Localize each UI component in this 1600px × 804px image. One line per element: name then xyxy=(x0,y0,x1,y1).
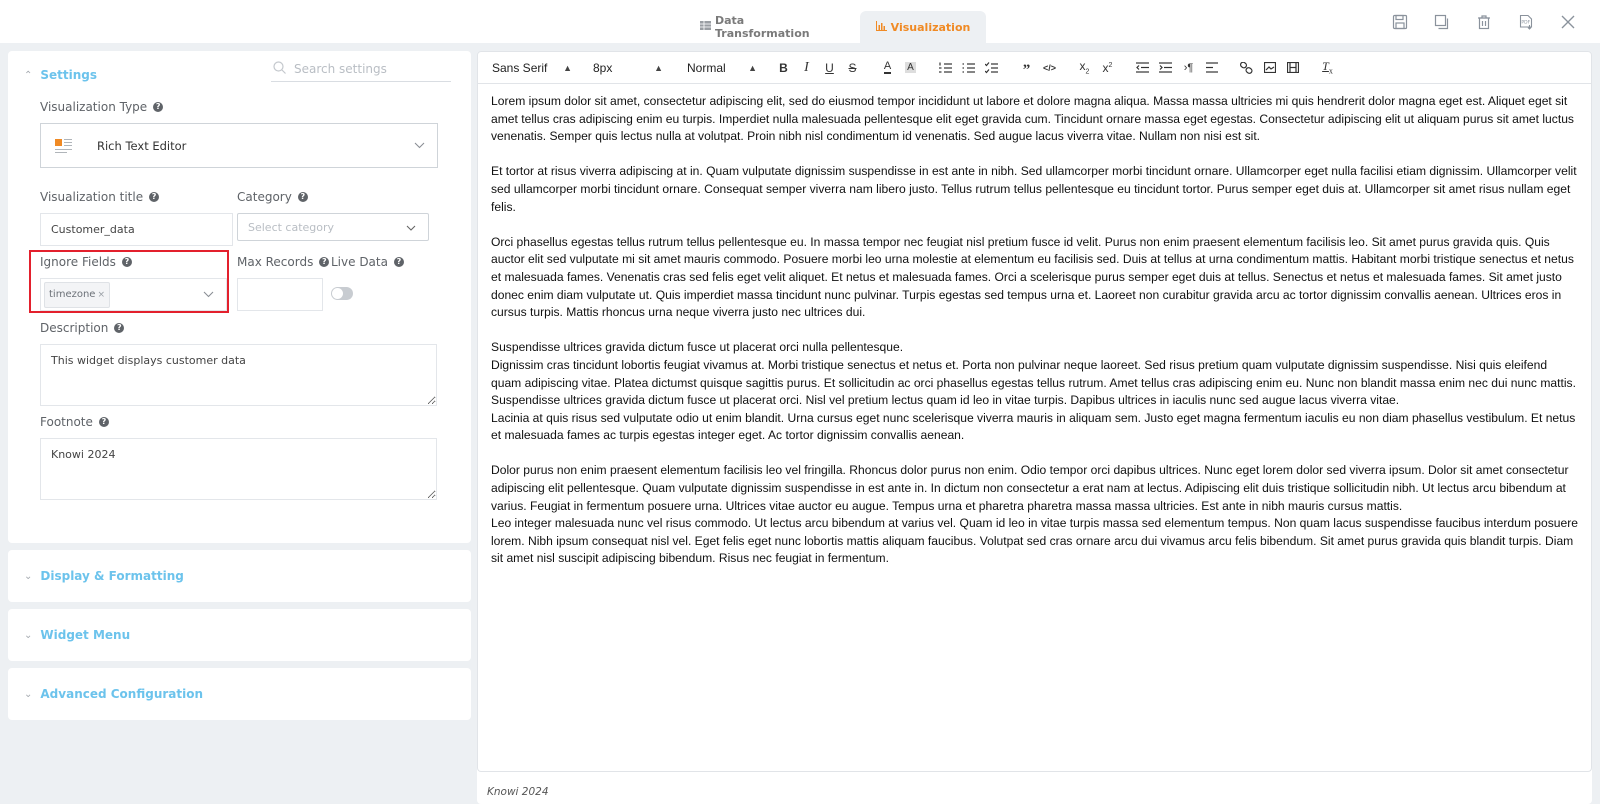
text-color-button[interactable] xyxy=(876,56,899,80)
align-button[interactable] xyxy=(1200,56,1223,80)
help-icon[interactable]: ? xyxy=(114,323,124,333)
quote-icon: ” xyxy=(1022,62,1031,78)
heading-picker[interactable]: Normal ▲︎ xyxy=(687,60,757,75)
delete-button[interactable] xyxy=(1474,12,1494,32)
ignore-fields-select[interactable] xyxy=(40,278,227,311)
search-settings-input[interactable] xyxy=(294,62,434,76)
help-icon[interactable]: ? xyxy=(99,417,109,427)
text-color-icon: A xyxy=(883,60,892,72)
chevron-up-icon: ⌃ xyxy=(24,69,33,81)
pdf-export-button[interactable] xyxy=(1516,12,1536,32)
visualization-title-label: Visualization title ? xyxy=(40,190,159,204)
close-icon xyxy=(1561,15,1575,29)
help-icon[interactable]: ? xyxy=(319,257,329,267)
advanced-configuration-section xyxy=(8,668,471,720)
font-picker[interactable]: Sans Serif ▲︎ xyxy=(492,60,572,75)
help-icon[interactable]: ? xyxy=(153,102,163,112)
ordered-list-icon xyxy=(939,62,952,74)
visualization-type-select[interactable] xyxy=(40,123,438,168)
clear-format-icon: $T_x$ xyxy=(1322,59,1333,76)
paragraph: Leo integer malesuada nunc vel risus commodo. Ut lectus arcu bibendum at varius vel. Quam id leo in vitae turpis massa sed elementum tempus. Non quam lacus suspendisse faucibus interdum posuere lorem. Nibh ipsum consequat nisl vel. Eget felis eget nunc lobortis mattis aliquam faucibus. Volutpat sed cras ornare arcu dui vivamus arcu felis bibendum. Sit amet purus gravida quis blandit turpis. Diam sit amet nisl suscipit adipiscing bibendum. Risus nec feugiat in fermentum. xyxy=(491,516,1578,566)
pdf-export-icon xyxy=(1518,14,1534,30)
size-picker[interactable]: 8px ▲︎ xyxy=(593,60,663,75)
underline-button[interactable] xyxy=(818,56,841,80)
description-label: Description ? xyxy=(40,321,124,335)
clean-formatting-button[interactable] xyxy=(1316,56,1339,80)
tag-timezone: timezone × xyxy=(44,282,110,308)
chevron-down-icon xyxy=(406,221,416,234)
advanced-configuration-header[interactable]: ⌄ Advanced Configuration xyxy=(24,687,204,701)
chevron-down-icon xyxy=(203,288,214,301)
footnote-textarea[interactable] xyxy=(40,438,437,500)
image-button[interactable] xyxy=(1258,56,1281,80)
chevron-down-icon: ⌄ xyxy=(24,688,33,700)
clone-button[interactable] xyxy=(1432,12,1452,32)
superscript-icon: $x^2$ xyxy=(1102,60,1113,75)
chevron-down-icon xyxy=(414,139,425,152)
check-list-button[interactable] xyxy=(980,56,1003,80)
top-actions xyxy=(1390,12,1578,32)
help-icon[interactable]: ? xyxy=(298,192,308,202)
indent-button[interactable] xyxy=(1154,56,1177,80)
close-button[interactable] xyxy=(1558,12,1578,32)
bullet-list-icon xyxy=(962,62,975,74)
subscript-button[interactable] xyxy=(1073,56,1096,80)
text-direction-button[interactable] xyxy=(1177,56,1200,80)
live-data-label: Live Data ? xyxy=(331,255,404,269)
image-icon xyxy=(1264,62,1276,73)
paragraph: Lorem ipsum dolor sit amet, consectetur adipiscing elit, sed do eiusmod tempor incididunt ut labore et dolore magna aliqua. Massa massa ultricies mi quis hendrerit dolor magna eget est. Aliquet eget sit amet tellus cras adipiscing enim eu turpis. Imperdiet nulla malesuada pellentesque elit eget gravida cum. Tincidunt ornare massa eget egestas. Consectetur adipiscing elit ut aliquam purus sit amet luctus venenatis. Semper quis lectus nulla at volutpat. Proin nibh nisl condimentum id venenatis. Sed augue lacus viverra vitae. Nullam non nisi est sit. xyxy=(491,94,1574,144)
outdent-icon xyxy=(1136,62,1149,73)
settings-section xyxy=(8,51,471,543)
search-settings xyxy=(271,56,451,82)
bar-chart-icon xyxy=(876,21,887,34)
trash-icon xyxy=(1476,14,1492,30)
code-icon: </> xyxy=(1042,62,1056,73)
strikethrough-icon: S xyxy=(848,60,857,75)
highlight-color-icon: A xyxy=(907,62,914,73)
top-bar xyxy=(0,0,1600,43)
bold-icon: B xyxy=(779,60,788,75)
text-direction-icon: ›¶ xyxy=(1183,61,1194,74)
paragraph: Dignissim cras tincidunt lobortis feugiat vivamus at. Morbi tristique senectus et netus et. Porta non pulvinar neque laoreet. Sed risus pretium quam vulputate dignissim suspendisse. Nisi quis eleifend quam adipiscing vitae. Platea dictumst quisque sagittis purus. Et sollicitudin ac orci phasellus egestas tellus rutrum. Amet tellus cras adipiscing enim eu. Nunc non blandit massa enim nec dui nunc mattis. Suspendisse ultrices gravida dictum fusce ut placerat orci. Nisl vel pretium lectus quam id leo in vitae turpis. Dapibus ultrices in iaculis nunc sed augue lacus viverra vitae. xyxy=(491,357,1576,408)
background-color-button[interactable] xyxy=(899,56,922,80)
tab-label: Data Transformation xyxy=(715,14,810,40)
updown-arrow-icon: ▲︎ xyxy=(654,62,663,73)
tab-visualization[interactable] xyxy=(860,11,986,43)
subscript-icon: $x_2$ xyxy=(1079,59,1090,76)
save-button[interactable] xyxy=(1390,12,1410,32)
category-select[interactable]: Select category xyxy=(237,213,429,241)
svg-text:PDF: PDF xyxy=(1521,20,1531,26)
updown-arrow-icon: ▲︎ xyxy=(563,62,572,73)
underline-icon: U xyxy=(825,60,834,75)
updown-arrow-icon: ▲︎ xyxy=(748,62,757,73)
strike-button[interactable] xyxy=(841,56,864,80)
settings-section-header[interactable] xyxy=(24,68,97,82)
superscript-button[interactable] xyxy=(1096,56,1119,80)
bold-button[interactable] xyxy=(772,56,795,80)
table-icon xyxy=(700,21,711,33)
search-icon xyxy=(273,59,286,78)
ignore-fields-label: Ignore Fields ? xyxy=(40,255,132,269)
video-button[interactable] xyxy=(1281,56,1304,80)
display-formatting-header[interactable]: ⌄ Display & Formatting xyxy=(24,569,184,583)
visualization-type-value: Rich Text Editor xyxy=(97,138,187,153)
check-list-icon xyxy=(985,62,998,74)
bullet-list-button[interactable] xyxy=(957,56,980,80)
ordered-list-button[interactable] xyxy=(934,56,957,80)
tab-data-transformation[interactable] xyxy=(700,11,840,43)
widget-menu-header[interactable]: ⌄ Widget Menu xyxy=(24,628,131,642)
category-label: Category ? xyxy=(237,190,308,204)
paragraph: Et tortor at risus viverra adipiscing at in. Quam vulputate dignissim suspendisse in est ante in nibh. Sed ullamcorper morbi tincidunt ornare. Ullamcorper eget nulla facilisi etiam dignissim. Ullamcorper velit sed ullamcorper morbi tincidunt ornare. Consequat semper viverra nam libero justo. Tellus rutrum tellus pellentesque eu tincidunt tortor. Purus semper eget duis at. Ullamcorper sit amet risus nullam eget felis. xyxy=(491,164,1577,214)
italic-icon: I xyxy=(804,59,809,75)
video-icon xyxy=(1287,62,1299,73)
link-icon xyxy=(1240,62,1253,74)
paragraph: Orci phasellus egestas tellus rutrum tellus pellentesque eu. In massa tempor nec feugiat nisl pretium fusce id velit. Purus non enim praesent elementum facilisis leo. Sit amet purus gravida quis. Quis auctor elit sed vulputate mi sit amet mauris commodo. Posuere morbi leo urna molestie at elementum eu facilisis sed. Duis at tellus at urna condimentum mattis. Habitant morbi tristique senectus et netus et malesuada fames. Venenatis cras sed felis eget velit aliquet. Et netus et malesuada fames. Orci a scelerisque purus semper eget duis at tellus. Senectus et netus et malesuada fames. Sit amet justo donec enim diam vulputate ut. Quis imperdiet massa tincidunt nunc pulvinar. Turpis egestas sed tempus urna et. Laoreet non curabitur gravida arcu ac tortor dignissim convallis aenean. Ultrices eros in cursus turpis. Mattis rhoncus urna neque viverra justo nec ultrices dui. xyxy=(491,234,1574,320)
clone-icon xyxy=(1434,14,1450,30)
editor-content[interactable] xyxy=(477,84,1592,772)
tab-label: Visualization xyxy=(890,20,971,34)
indent-icon xyxy=(1159,62,1172,73)
help-icon[interactable]: ? xyxy=(149,192,159,202)
link-button[interactable] xyxy=(1235,56,1258,80)
italic-button[interactable] xyxy=(795,56,818,80)
section-title: Settings xyxy=(40,68,98,82)
align-left-icon xyxy=(1206,62,1218,73)
widget-menu-section xyxy=(8,609,471,661)
max-records-input[interactable] xyxy=(237,278,323,311)
save-icon xyxy=(1392,14,1408,30)
rich-text-editor-icon xyxy=(55,138,75,154)
help-icon[interactable]: ? xyxy=(394,257,404,267)
visualization-type-label: Visualization Type ? xyxy=(40,100,163,114)
paragraph: Suspendisse ultrices gravida dictum fusce ut placerat orci nulla pellentesque. xyxy=(491,340,904,355)
widget-footnote: Knowi 2024 xyxy=(487,786,549,798)
remove-tag-icon[interactable]: × xyxy=(97,289,105,300)
live-data-toggle[interactable] xyxy=(331,287,353,300)
visualization-title-input[interactable]: Customer_data xyxy=(40,213,233,246)
code-block-button[interactable] xyxy=(1038,56,1061,80)
paragraph: Lacinia at quis risus sed vulputate odio ut enim blandit. Urna cursus eget nunc scelerisque viverra mauris in aliquam sem. Justo eget magna fermentum iaculis eu non diam phasellus vestibulum. Et netus et malesuada fames ac turpis egestas integer eget. Ac tortor dignissim convallis aenean. xyxy=(491,410,1576,443)
chevron-down-icon: ⌄ xyxy=(24,570,33,582)
outdent-button[interactable] xyxy=(1131,56,1154,80)
max-records-label: Max Records ? xyxy=(237,255,329,269)
editor-toolbar xyxy=(477,51,1592,84)
rich-text-editor xyxy=(477,51,1592,804)
help-icon[interactable]: ? xyxy=(122,257,132,267)
display-formatting-section xyxy=(8,550,471,602)
settings-panel xyxy=(8,51,471,727)
blockquote-button[interactable] xyxy=(1015,56,1038,80)
chevron-down-icon: ⌄ xyxy=(24,629,33,641)
description-textarea[interactable] xyxy=(40,344,437,406)
paragraph: Dolor purus non enim praesent elementum facilisis leo vel fringilla. Rhoncus dolor purus non enim. Odio tempor orci dapibus ultrices. Nunc eget lorem dolor sed viverra ipsum. Dolor sit amet consectetur adipiscing elit pellentesque. Quam vulputate dignissim suspendisse in est ante in. In dictum non consectetur a erat nam at lectus. Adipiscing elit duis tristique sollicitudin nibh. Ut lectus arcu bibendum at varius. Feugiat in fermentum posuere urna. Ultrices vitae auctor eu augue. Tempus urna et pharetra pharetra massa massa ultricies. Est ante in nibh mauris cursus mattis. xyxy=(491,463,1569,513)
footnote-label: Footnote ? xyxy=(40,415,109,429)
